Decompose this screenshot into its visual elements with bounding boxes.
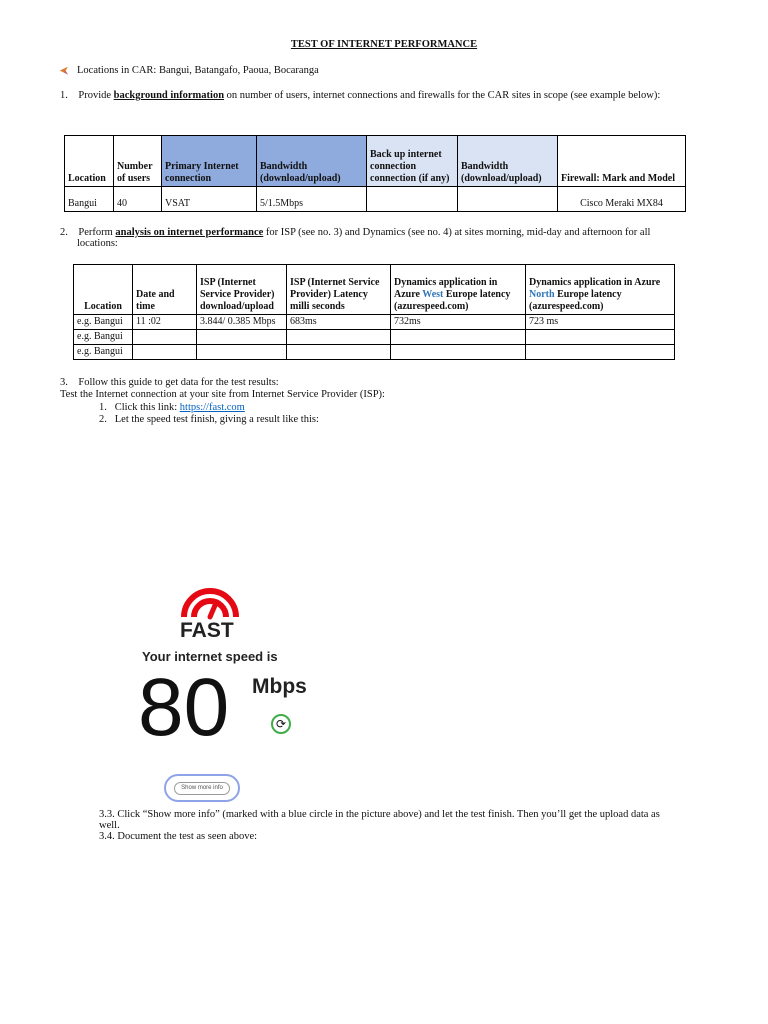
- fast-speed-unit: Mbps: [252, 675, 307, 698]
- show-more-info-button[interactable]: Show more info: [174, 782, 230, 795]
- west-pre: Dynamics application in Azure: [394, 277, 498, 300]
- item-2-bold: analysis on internet performance: [115, 227, 264, 238]
- fast-speed-value: 80: [138, 662, 230, 753]
- item-2: [60, 227, 700, 249]
- cell-isp: [197, 345, 287, 360]
- fast-refresh-icon[interactable]: ⟳: [271, 714, 291, 734]
- cell-datetime: 11 :02: [133, 315, 197, 330]
- locations-text: Locations in CAR: Bangui, Batangafo, Paoua, Bocaranga: [77, 65, 319, 76]
- table-row: [74, 330, 675, 345]
- item-3-4-line: 3.4. Document the test as seen above:: [99, 831, 258, 842]
- th-location: Location: [65, 136, 114, 187]
- cell-firewall: Cisco Meraki MX84: [558, 187, 686, 212]
- cell-latency: [287, 345, 391, 360]
- sub-2-number: 2.: [99, 414, 107, 425]
- arrow-bullet-icon: [60, 67, 68, 75]
- th-primary-connection: Primary Internet connection: [162, 136, 257, 187]
- item-3-3: [99, 809, 699, 842]
- table-row: [74, 345, 675, 360]
- item-1-bold: background information: [113, 90, 225, 101]
- th-firewall: Firewall: Mark and Model: [558, 136, 686, 187]
- item-3-number: 3.: [60, 377, 68, 388]
- cell-location: e.g. Bangui: [74, 315, 133, 330]
- th-location: Location: [74, 265, 133, 315]
- cell-primary: VSAT: [162, 187, 257, 212]
- cell-location: e.g. Bangui: [74, 330, 133, 345]
- th-isp-bandwidth: ISP (Internet Service Provider) download/upload: [197, 265, 287, 315]
- cell-isp: [197, 330, 287, 345]
- fast-speedometer-icon: [178, 585, 242, 621]
- item-2-post-2: locations:: [77, 238, 118, 249]
- item-1-number: 1.: [60, 90, 68, 101]
- th-north-latency: [526, 265, 675, 315]
- west-post: Europe latency (azurespeed.com): [394, 289, 511, 312]
- locations-bullet: [60, 65, 319, 76]
- fast-tagline: Your internet speed is: [142, 649, 278, 664]
- th-users: Number of users: [114, 136, 162, 187]
- table-row: [65, 187, 686, 212]
- sub-2-text: Let the speed test finish, giving a result like this:: [114, 414, 319, 425]
- item-2-number: 2.: [60, 227, 68, 238]
- cell-north: [526, 330, 675, 345]
- sub-1-pre: Click this link:: [114, 402, 180, 413]
- north-pre: Dynamics application in Azure: [529, 277, 661, 288]
- cell-location: e.g. Bangui: [74, 345, 133, 360]
- fast-screenshot: [138, 585, 338, 805]
- cell-users: 40: [114, 187, 162, 212]
- fast-logo-text: FAST: [180, 619, 234, 642]
- item-2-pre: Perform: [78, 227, 116, 238]
- th-datetime: Date and time: [133, 265, 197, 315]
- item-3-3-line-2: well.: [99, 820, 120, 831]
- table-row: [74, 315, 675, 330]
- cell-location: Bangui: [65, 187, 114, 212]
- item-1: [60, 90, 660, 101]
- cell-latency: [287, 330, 391, 345]
- item-2-post: for ISP (see no. 3) and Dynamics (see no. 4) at sites morning, mid-day and afternoon for all: [263, 227, 651, 238]
- sub-item-1: [99, 402, 245, 413]
- th-west-latency: [391, 265, 526, 315]
- th-isp-latency: ISP (Internet Service Provider) Latency milli seconds: [287, 265, 391, 315]
- th-bandwidth-primary: Bandwidth (download/upload): [257, 136, 367, 187]
- cell-west: [391, 345, 526, 360]
- cell-west: [391, 330, 526, 345]
- background-table: [64, 135, 686, 212]
- cell-datetime: [133, 345, 197, 360]
- background-table-header: [65, 136, 686, 187]
- item-1-post: on number of users, internet connections and firewalls for the CAR sites in scope (see example below):: [224, 90, 661, 101]
- item-3-text: Follow this guide to get data for the test results:: [78, 377, 279, 388]
- cell-west: 732ms: [391, 315, 526, 330]
- performance-table-header: [74, 265, 675, 315]
- cell-backup: [367, 187, 458, 212]
- west-word: West: [422, 289, 444, 300]
- north-post: Europe latency (azurespeed.com): [529, 289, 622, 312]
- th-bandwidth-backup: Bandwidth (download/upload): [458, 136, 558, 187]
- sub-item-2: [99, 414, 319, 425]
- performance-table: [73, 264, 675, 360]
- cell-backup-bandwidth: [458, 187, 558, 212]
- cell-datetime: [133, 330, 197, 345]
- test-line: Test the Internet connection at your site from Internet Service Provider (ISP):: [60, 389, 385, 400]
- document-title: TEST OF INTERNET PERFORMANCE: [290, 39, 478, 50]
- item-3: [60, 377, 720, 388]
- item-3-3-line-1: 3.3. Click “Show more info” (marked with a blue circle in the picture above) and let the test finish. Then you’ll get the upload data as: [99, 809, 660, 820]
- cell-isp: 3.844/ 0.385 Mbps: [197, 315, 287, 330]
- item-1-pre: Provide: [78, 90, 114, 101]
- cell-latency: 683ms: [287, 315, 391, 330]
- cell-north: [526, 345, 675, 360]
- cell-bandwidth: 5/1.5Mbps: [257, 187, 367, 212]
- fast-link[interactable]: https://fast.com: [179, 402, 245, 413]
- th-backup-connection: Back up internet connection connection (if any): [367, 136, 458, 187]
- north-word: North: [529, 289, 555, 300]
- sub-1-number: 1.: [99, 402, 107, 413]
- cell-north: 723 ms: [526, 315, 675, 330]
